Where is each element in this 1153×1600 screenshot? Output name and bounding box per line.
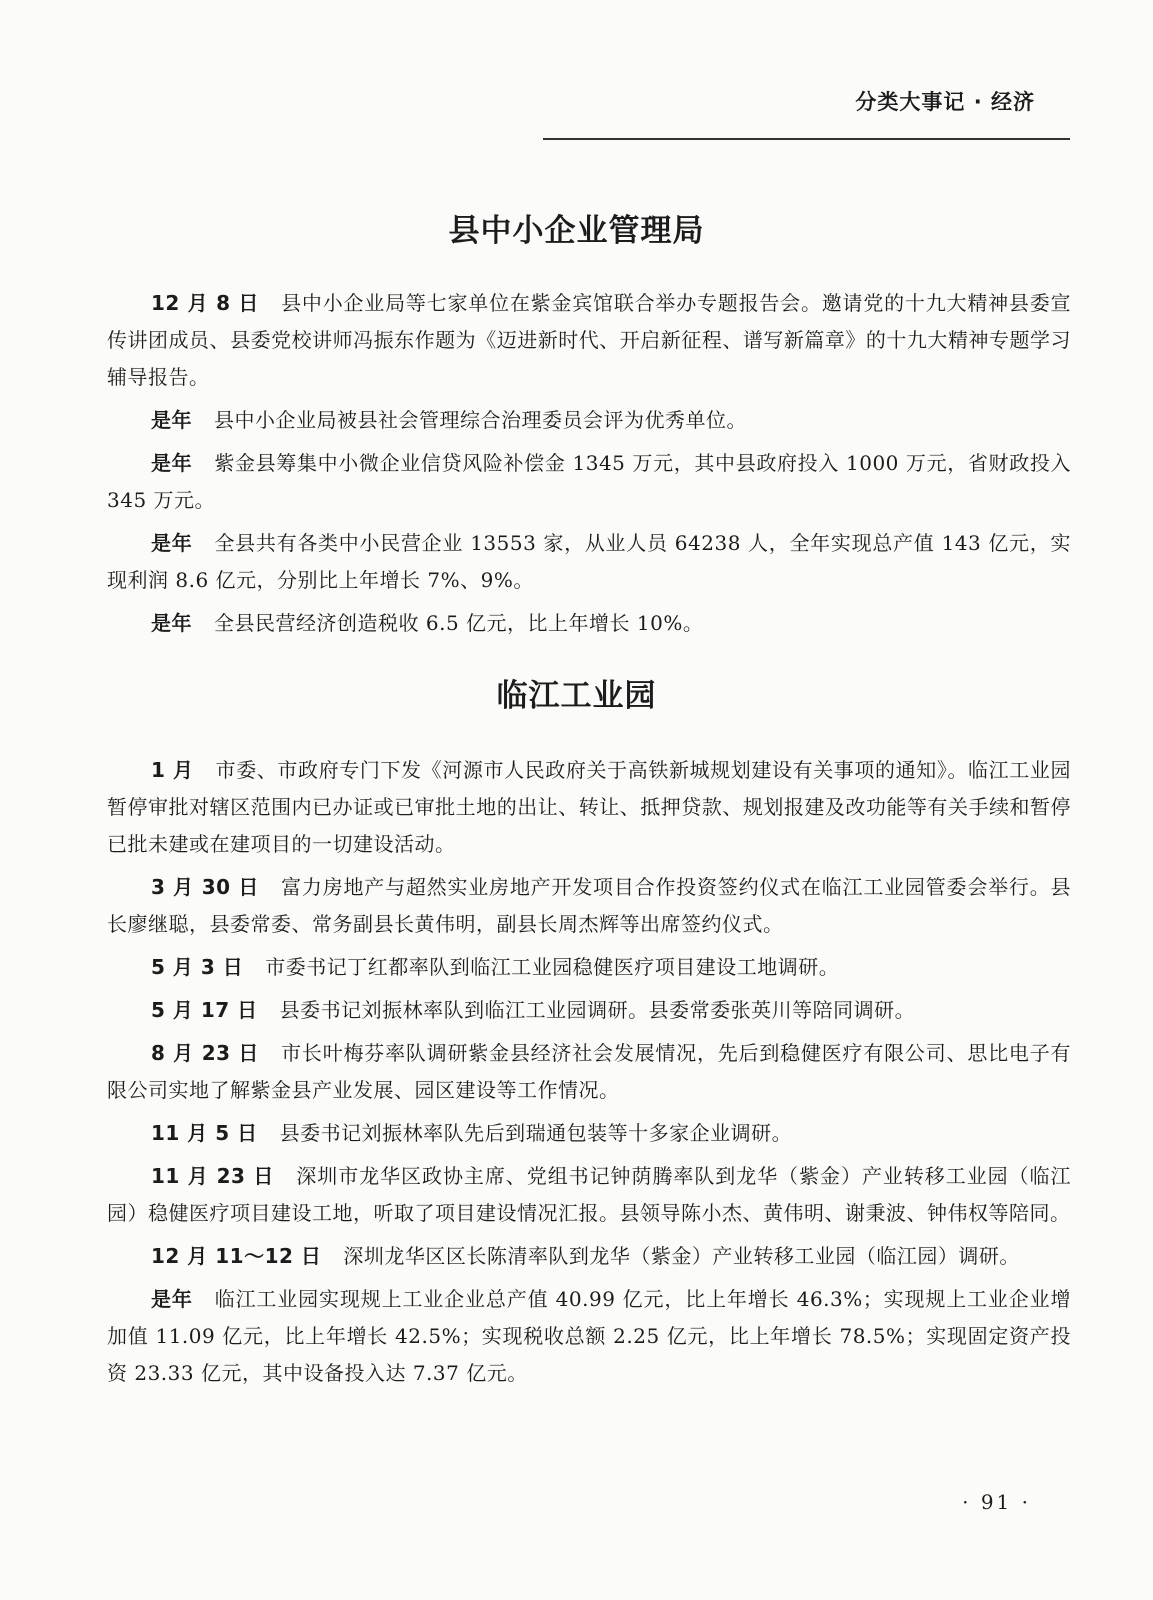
entry-date: 是年 [151, 408, 192, 432]
entry-date: 11 月 5 日 [151, 1121, 258, 1145]
list-item [107, 992, 1071, 1029]
list-item [107, 752, 1071, 863]
entry-text: 县中小企业局被县社会管理综合治理委员会评为优秀单位。 [214, 408, 747, 432]
entry-date: 是年 [151, 1287, 193, 1311]
entry-date: 12 月 8 日 [151, 291, 260, 315]
list-item [107, 605, 1071, 642]
page-number: · 91 · [962, 1490, 1031, 1514]
running-head: 分类大事记 · 经济 [855, 90, 1035, 114]
entry-text: 富力房地产与超然实业房地产开发项目合作投资签约仪式在临江工业园管委会举行。县长廖继聪，县委常委、常务副县长黄伟明，副县长周杰辉等出席签约仪式。 [107, 875, 1071, 936]
entry-date: 5 月 17 日 [151, 998, 258, 1022]
entry-text: 县委书记刘振林率队先后到瑞通包装等十多家企业调研。 [279, 1121, 793, 1145]
list-item [107, 285, 1071, 396]
entry-date: 是年 [151, 531, 193, 555]
header-divider [543, 138, 1070, 140]
entry-text: 市长叶梅芬率队调研紫金县经济社会发展情况，先后到稳健医疗有限公司、思比电子有限公司实地了解紫金县产业发展、园区建设等工作情况。 [107, 1041, 1071, 1102]
list-item [107, 1035, 1071, 1109]
sme-bureau-entries [107, 285, 1071, 648]
list-item [107, 1158, 1071, 1232]
entry-text: 全县民营经济创造税收 6.5 亿元，比上年增长 10%。 [214, 611, 704, 635]
entry-text: 深圳龙华区区长陈清率队到龙华（紫金）产业转移工业园（临江园）调研。 [343, 1244, 1020, 1268]
section-title-linjiang-industrial-park: 临江工业园 [496, 678, 657, 714]
list-item [107, 445, 1071, 519]
list-item [107, 1115, 1071, 1152]
entry-text: 县委书记刘振林率队到临江工业园调研。县委常委张英川等陪同调研。 [279, 998, 916, 1022]
list-item [107, 1281, 1071, 1392]
linjiang-park-entries [107, 752, 1071, 1398]
entry-text: 深圳市龙华区政协主席、党组书记钟荫腾率队到龙华（紫金）产业转移工业园（临江园）稳健医疗项目建设工地，听取了项目建设情况汇报。县领导陈小杰、黄伟明、谢秉波、钟伟权等陪同。 [107, 1164, 1072, 1225]
section-title-sme-bureau: 县中小企业管理局 [448, 213, 705, 249]
list-item [107, 949, 1071, 986]
entry-text: 市委、市政府专门下发《河源市人民政府关于高铁新城规划建设有关事项的通知》。临江工业园暂停审批对辖区范围内已办证或已审批土地的出让、转让、抵押贷款、规划报建及改功能等有关手续和暂停已批未建或在建项目的一切建设活动。 [107, 758, 1071, 856]
entry-date: 11 月 23 日 [151, 1164, 275, 1188]
list-item [107, 1238, 1071, 1275]
list-item [107, 525, 1071, 599]
entry-date: 是年 [151, 451, 193, 475]
list-item [107, 402, 1071, 439]
list-item [107, 869, 1071, 943]
entry-text: 全县共有各类中小民营企业 13553 家，从业人员 64238 人，全年实现总产值 143 亿元，实现利润 8.6 亿元，分别比上年增长 7%、9%。 [107, 531, 1071, 592]
entry-date: 5 月 3 日 [151, 955, 244, 979]
entry-text: 紫金县筹集中小微企业信贷风险补偿金 1345 万元，其中县政府投入 1000 万元，省财政投入 345 万元。 [107, 451, 1072, 512]
entry-date: 8 月 23 日 [151, 1041, 260, 1065]
entry-date: 3 月 30 日 [151, 875, 260, 899]
entry-date: 1 月 [151, 758, 194, 782]
entry-text: 县中小企业局等七家单位在紫金宾馆联合举办专题报告会。邀请党的十九大精神县委宣传讲团成员、县委党校讲师冯振东作题为《迈进新时代、开启新征程、谱写新篇章》的十九大精神专题学习辅导报告。 [107, 291, 1071, 389]
entry-date: 是年 [151, 611, 192, 635]
entry-date: 12 月 11～12 日 [151, 1244, 322, 1268]
entry-text: 临江工业园实现规上工业企业总产值 40.99 亿元，比上年增长 46.3%；实现规上工业企业增加值 11.09 亿元，比上年增长 42.5%；实现税收总额 2.25 亿元，比上年增长 78.5%；实现固定资产投资 23.33 亿元，其中设备投入达 7.37 亿元。 [107, 1287, 1071, 1385]
entry-text: 市委书记丁红都率队到临江工业园稳健医疗项目建设工地调研。 [265, 955, 840, 979]
